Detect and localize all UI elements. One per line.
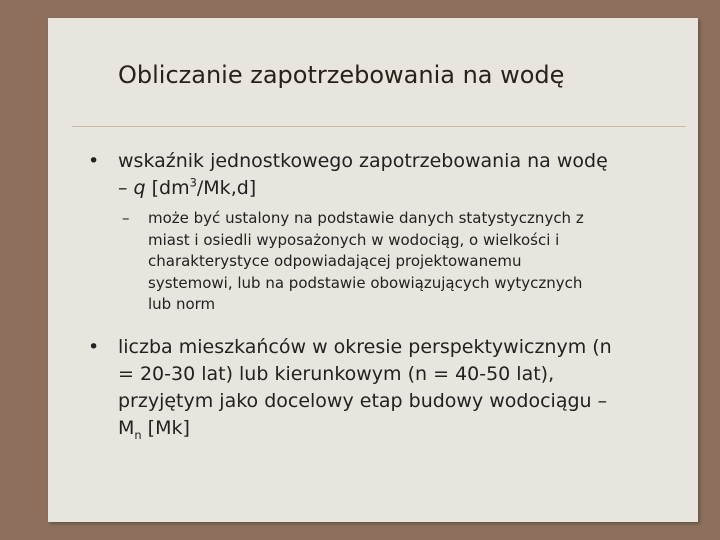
subbullet-text: [148, 208, 688, 316]
unit-pre: [dm: [145, 177, 190, 199]
bullet-marker: •: [88, 336, 100, 358]
unit-post: /Mk,d]: [196, 177, 257, 199]
bullet-text: [118, 334, 668, 442]
bullet-line: = 20-30 lat) lub kierunkowym (n = 40-50 lat),: [118, 363, 555, 385]
subbullet-line: systemowi, lub na podstawie obowiązujących wytycznych: [148, 273, 583, 292]
subbullet-line: charakterystyce odpowiadającej projektowanemu: [148, 252, 522, 270]
subbullet-line: lub norm: [148, 295, 216, 313]
symbol-subscript: n: [134, 427, 142, 442]
slide-title: Obliczanie zapotrzebowania na wodę: [118, 61, 565, 89]
slide-content: [48, 18, 698, 522]
bullet-text: [118, 148, 668, 202]
unit-exponent: 3: [189, 175, 197, 190]
bullet-line: [118, 415, 668, 442]
subbullet-marker: –: [122, 209, 130, 227]
bullet-line: liczba mieszkańców w okresie perspektywicznym (n: [118, 336, 612, 358]
dash-prefix: –: [118, 177, 134, 199]
slide: [48, 18, 698, 522]
subbullet-line: miast i osiedli wyposażonych w wodociąg, o wielkości i: [148, 230, 560, 249]
symbol-m: M: [118, 417, 135, 439]
unit-mk: [Mk]: [141, 417, 190, 439]
bullet-line: [118, 175, 668, 202]
subbullet-line: może być ustalony na podstawie danych statystycznych z: [148, 209, 584, 227]
bullet-line: przyjętym jako docelowy etap budowy wodociągu –: [118, 390, 608, 412]
bullet-line: wskaźnik jednostkowego zapotrzebowania na wodę: [118, 150, 608, 172]
bullet-marker: •: [88, 150, 100, 172]
symbol-q: q: [133, 177, 146, 199]
